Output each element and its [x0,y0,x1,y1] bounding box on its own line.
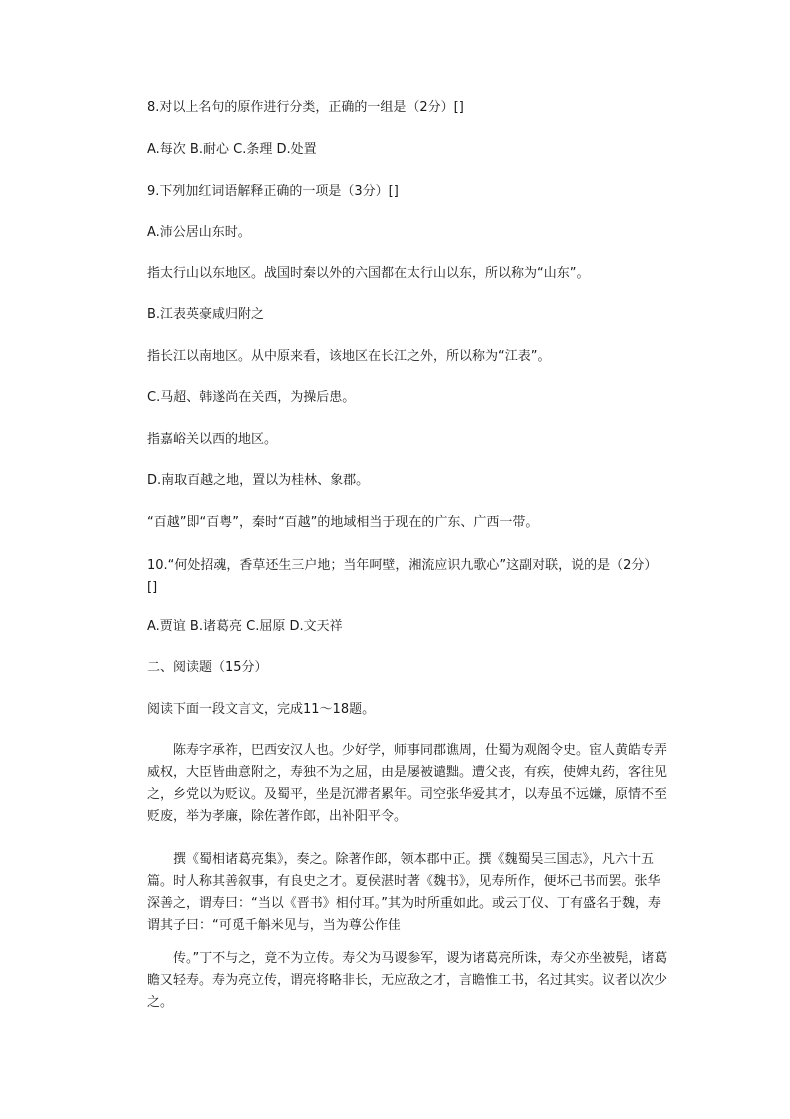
question-8-options: A.每次 B.耐心 C.条理 D.处置 [147,142,317,157]
question-9-stem: 9.下列加红词语解释正确的一项是（3分）[] [147,184,399,199]
question-9-option-c: C.马超、韩遂尚在关西，为操后患。 [147,390,356,405]
question-9-option-a: A.沛公居山东时。 [147,225,251,240]
passage-paragraph: 撰《蜀相诸葛亮集》，奏之。除著作郎，领本郡中正。撰《魏蜀吴三国志》，凡六十五篇。时人称其善叙事，有良史之才。夏侯湛时著《魏书》，见寿所作，便坏己书而罢。张华深善之，谓寿曰：“当以《晋书》相付耳。”其为时所重如此。或云丁仪、丁有盛名于魏，寿谓其子曰：“可觅千斛米见与，当为尊公作佳 [147,852,661,933]
question-8-stem: 8.对以上名句的原作进行分类，正确的一组是（2分）[] [147,100,464,115]
question-9-option-d-note: “百越”即“百粤”，秦时“百越”的地域相当于现在的广东、广西一带。 [147,515,539,530]
question-9-option-b-note: 指长江以南地区。从中原来看，该地区在长江之外，所以称为“江表”。 [147,349,551,364]
reading-instruction: 阅读下面一段文言文，完成11～18题。 [147,702,376,717]
passage-paragraph: 陈寿字承祚，巴西安汉人也。少好学，师事同郡谯周，仕蜀为观阁令史。宦人黄皓专弄威权，大臣皆曲意附之，寿独不为之屈，由是屡被谴黜。遭父丧，有疾，使婢丸药，客往见之，乡党以为贬议。及蜀平，坐是沉滞者累年。司空张华爱其才，以寿虽不远嫌，原情不至贬废，举为孝廉，除佐著作郎，出补阳平令。 [147,743,668,824]
passage-paragraph: 传。”丁不与之，竟不为立传。寿父为马谡参军，谡为诸葛亮所诛，寿父亦坐被髡，诸葛瞻又轻寿。寿为亮立传，谓亮将略非长，无应敌之才，言瞻惟工书，名过其实。议者以次少之。 [147,951,668,1010]
question-10-options: A.贾谊 B.诸葛亮 C.屈原 D.文天祥 [147,619,343,634]
question-9-option-c-note: 指嘉峪关以西的地区。 [147,432,278,447]
section-heading: 二、阅读题（15分） [147,660,268,675]
question-9-option-d: D.南取百越之地，置以为桂林、象郡。 [147,473,370,488]
question-10-stem: 10.“何处招魂，香草还生三户地；当年呵壁，湘流应识九歌心”这副对联，说的是（2分）[] [147,558,651,595]
question-9-option-a-note: 指太行山以东地区。战国时秦以外的六国都在太行山以东，所以称为“山东”。 [147,266,590,281]
question-9-option-b: B.江表英豪咸归附之 [147,307,265,322]
